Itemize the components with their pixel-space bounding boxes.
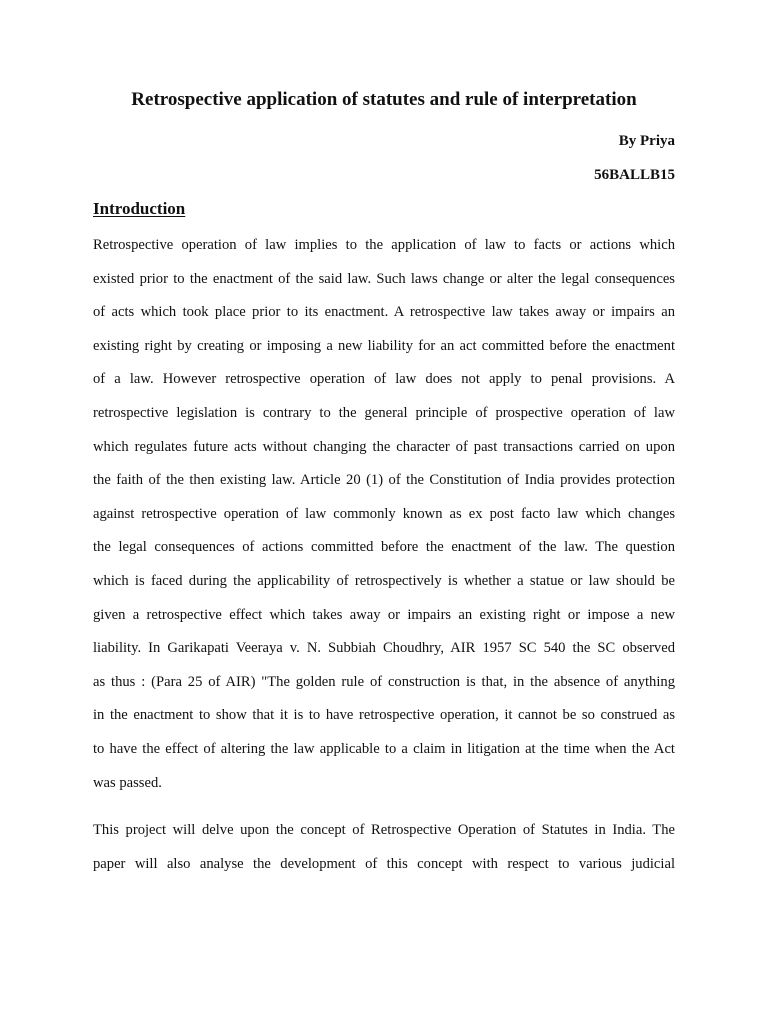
paragraph-line: retrospective legislation is contrary to the general principle of prospective operation of law: [93, 404, 675, 421]
paragraph-line: This project will delve upon the concept of Retrospective Operation of Statutes in India. The: [93, 822, 675, 838]
paragraph-line: as thus : (Para 25 of AIR) "The golden rule of construction is that, in the absence of anything: [93, 673, 675, 690]
paragraph-line: existing right by creating or imposing a new liability for an act committed before the enactment: [93, 337, 675, 354]
paragraph-line: which regulates future acts without changing the character of past transactions carried on upon: [93, 438, 675, 455]
project-scope-paragraph: [93, 814, 675, 881]
paragraph-line: the faith of the then existing law. Article 20 (1) of the Constitution of India provides protection: [93, 472, 675, 489]
student-code: 56BALLB15: [594, 167, 675, 183]
paragraph-line: of acts which took place prior to its enactment. A retrospective law takes away or impairs an: [93, 304, 675, 321]
paragraph-line: the legal consequences of actions committed before the enactment of the law. The question: [93, 539, 675, 556]
section-heading-introduction: Introduction: [93, 199, 186, 218]
introduction-paragraph: [93, 229, 675, 800]
paragraph-line: existed prior to the enactment of the said law. Such laws change or alter the legal consequences: [93, 270, 675, 287]
paragraph-line: Retrospective operation of law implies to the application of law to facts or actions which: [93, 237, 675, 253]
paragraph-line: to have the effect of altering the law applicable to a claim in litigation at the time when the Act: [93, 740, 675, 757]
document-title: Retrospective application of statutes and rule of interpretation: [131, 89, 637, 110]
author-line: By Priya: [618, 133, 675, 149]
paragraph-line: liability. In Garikapati Veeraya v. N. Subbiah Choudhry, AIR 1957 SC 540 the SC observed: [93, 640, 675, 657]
paragraph-line: of a law. However retrospective operation of law does not apply to penal provisions. A: [93, 371, 675, 388]
paragraph-line: against retrospective operation of law commonly known as ex post facto law which changes: [93, 505, 675, 522]
paragraph-line: given a retrospective effect which takes away or impairs an existing right or impose a new: [93, 606, 675, 623]
paragraph-line: which is faced during the applicability of retrospectively is whether a statue or law should be: [93, 572, 675, 589]
paragraph-line: paper will also analyse the development of this concept with respect to various judicial: [93, 855, 675, 872]
paragraph-line: in the enactment to show that it is to have retrospective operation, it cannot be so construed as: [93, 707, 675, 724]
paragraph-line: was passed.: [93, 774, 162, 791]
